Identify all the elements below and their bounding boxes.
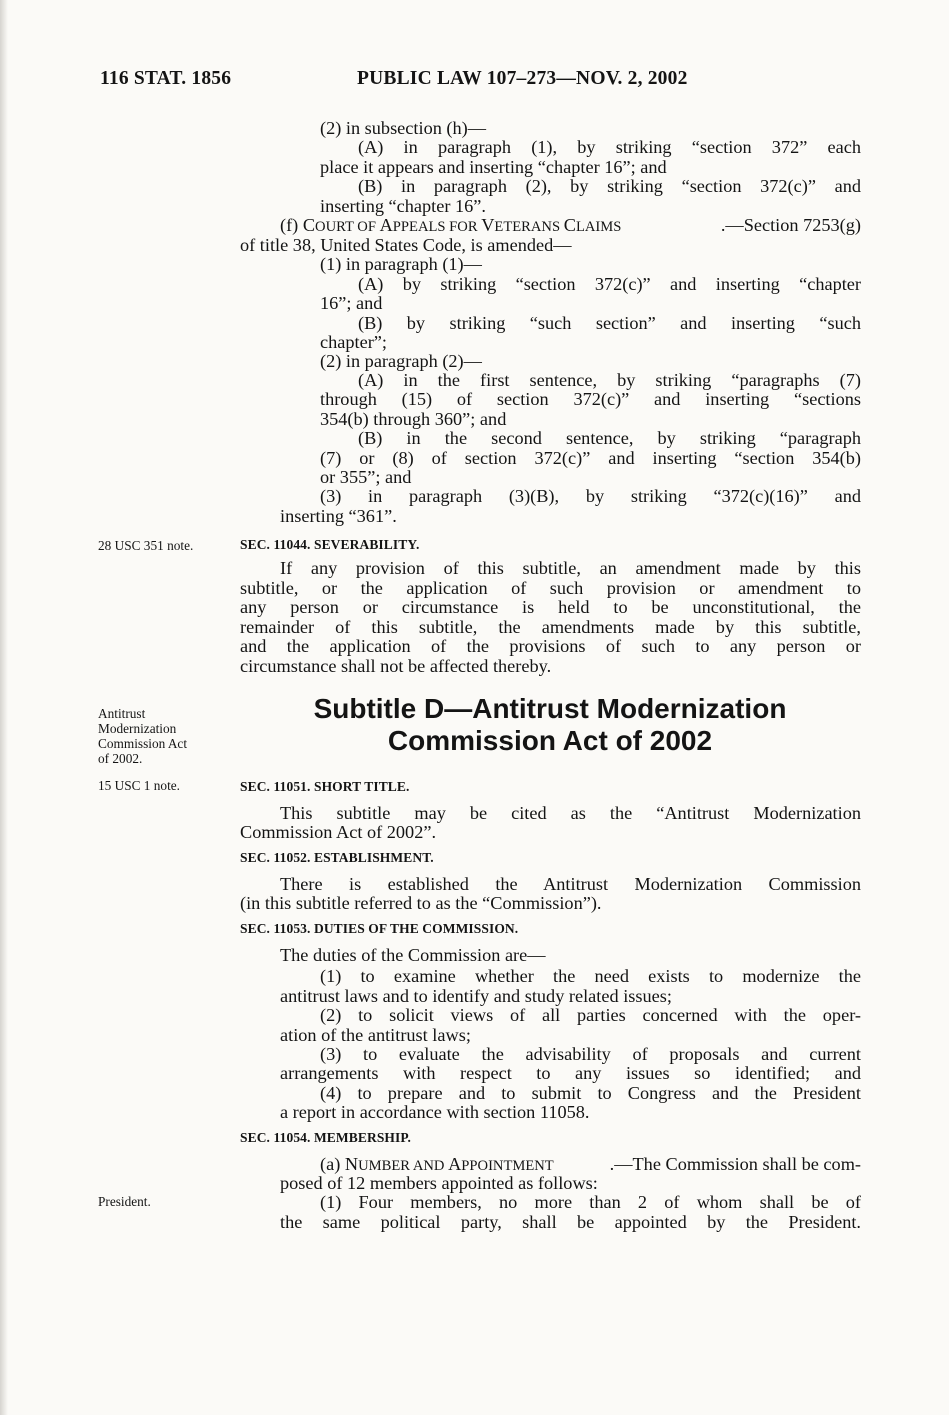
small-caps-text: UMBER AND (358, 1158, 449, 1174)
text-line: inserting “361”. (280, 506, 397, 526)
text-line: (in this subtitle referred to as the “Commission”). (240, 893, 602, 913)
text-line: the same political party, shall be appointed by the President. (280, 1212, 861, 1232)
text-line: (1) in paragraph (1)— (320, 254, 482, 274)
subsection-f-heading: (f) COURT OF APPEALS FOR VETERANS CLAIMS .—Section 7253(g) (280, 215, 861, 235)
text-line: 16”; and (320, 293, 383, 313)
section-heading: SEC. 11053. DUTIES OF THE COMMISSION. (240, 921, 519, 936)
text-line: and the application of the provisions of such to any person or (240, 636, 861, 656)
small-caps-initial: A (448, 1154, 462, 1174)
text-line: (A) in the first sentence, by striking “paragraphs (7) (358, 370, 861, 390)
text-line: (2) to solicit views of all parties concerned with the oper- (320, 1005, 861, 1025)
text-line: (B) in paragraph (2), by striking “section 372(c)” and (358, 176, 861, 196)
text-line: This subtitle may be cited as the “Antitrust Modernization (280, 803, 861, 823)
text-line: or 355”; and (320, 467, 412, 487)
text-line: through (15) of section 372(c)” and inserting “sections (320, 389, 861, 409)
text-line: a report in accordance with section 11058. (280, 1102, 590, 1122)
text-line: Commission Act of 2002”. (240, 822, 437, 842)
small-caps-text: PPOINTMENT (461, 1158, 554, 1174)
text-line: (4) to prepare and to submit to Congress and the President (320, 1083, 861, 1103)
text-line: of title 38, United States Code, is amended— (240, 235, 572, 255)
subtitle-heading: Subtitle D—Antitrust Modernization (313, 693, 787, 724)
section-heading: SEC. 11051. SHORT TITLE. (240, 779, 410, 794)
text-line: (B) by striking “such section” and inserting “such (358, 313, 861, 333)
text-line: inserting “chapter 16”. (320, 196, 486, 216)
small-caps-text: LAIMS (575, 219, 622, 235)
margin-note: President. (98, 1194, 151, 1209)
margin-note: 28 USC 351 note. (98, 538, 194, 553)
text-line: If any provision of this subtitle, an amendment made by this (280, 558, 861, 578)
margin-note: Modernization (98, 721, 177, 736)
text-line: subtitle, or the application of such provision or amendment to (240, 578, 861, 598)
text-line: (A) in paragraph (1), by striking “section 372” each (358, 137, 861, 157)
small-caps-initial: A (379, 215, 393, 235)
small-caps-text: OURT OF (315, 219, 380, 235)
small-caps-initial: C (563, 215, 576, 235)
text-line: 354(b) through 360”; and (320, 409, 507, 429)
small-caps-initial: V (481, 215, 495, 235)
small-caps-text: ETERANS (494, 219, 564, 235)
text-line: remainder of this subtitle, the amendments made by this subtitle, (240, 617, 861, 637)
text-line: arrangements with respect to any issues so identified; and (280, 1063, 861, 1083)
small-caps-text: PPEALS FOR (392, 219, 482, 235)
text-line: (2) in subsection (h)— (320, 118, 487, 138)
text-line: The duties of the Commission are— (280, 945, 546, 965)
subtitle-heading: Commission Act of 2002 (387, 725, 713, 756)
section-heading: SEC. 11054. MEMBERSHIP. (240, 1130, 411, 1145)
running-head: PUBLIC LAW 107–273—NOV. 2, 2002 (357, 68, 688, 89)
text-line: (1) to examine whether the need exists to modernize the (320, 966, 861, 986)
small-caps-initial: C (302, 215, 316, 235)
text-line: (3) to evaluate the advisability of proposals and current (320, 1044, 861, 1064)
text-line: (7) or (8) of section 372(c)” and inserting “section 354(b) (320, 448, 861, 468)
margin-note: of 2002. (98, 751, 143, 766)
text-line: (3) in paragraph (3)(B), by striking “372(c)(16)” and (320, 486, 861, 506)
margin-note: Antitrust (98, 706, 146, 721)
text-line: circumstance shall not be affected thereby. (240, 656, 552, 676)
text-line: (A) by striking “section 372(c)” and inserting “chapter (358, 274, 861, 294)
small-caps-initial: N (344, 1154, 359, 1174)
subsection-a-heading: (a) NUMBER AND APPOINTMENT .—The Commission shall be com- (320, 1154, 861, 1174)
text-line: There is established the Antitrust Modernization Commission (280, 874, 861, 894)
section-heading: SEC. 11044. SEVERABILITY. (240, 537, 420, 552)
page-edge-shadow (0, 0, 8, 1415)
text-line: chapter”; (320, 332, 387, 352)
text-line: ation of the antitrust laws; (280, 1025, 471, 1045)
text-line: (2) in paragraph (2)— (320, 351, 482, 371)
text-line: posed of 12 members appointed as follows: (280, 1173, 598, 1193)
text-line: (1) Four members, no more than 2 of whom shall be of (320, 1192, 861, 1212)
text-line: any person or circumstance is held to be unconstitutional, the (240, 597, 861, 617)
page-citation: 116 STAT. 1856 (100, 68, 232, 89)
section-heading: SEC. 11052. ESTABLISHMENT. (240, 850, 434, 865)
text-line: place it appears and inserting “chapter 16”; and (320, 157, 667, 177)
margin-note: 15 USC 1 note. (98, 778, 181, 793)
margin-note: Commission Act (98, 736, 188, 751)
text-line: antitrust laws and to identify and study related issues; (280, 986, 672, 1006)
text-line: (B) in the second sentence, by striking “paragraph (358, 428, 861, 448)
